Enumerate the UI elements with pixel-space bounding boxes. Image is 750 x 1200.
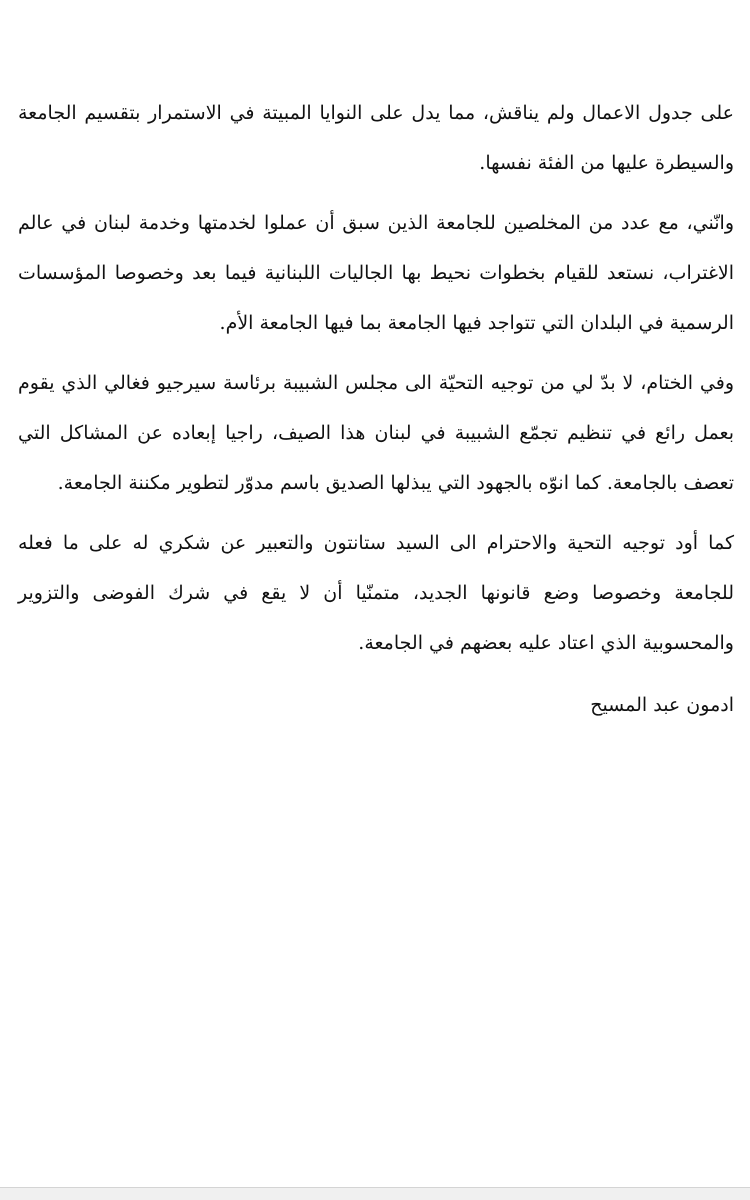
bottom-edge-divider: [0, 1187, 750, 1200]
paragraph-agenda: على جدول الاعمال ولم يناقش، مما يدل على النوايا المبيتة في الاستمرار بتقسيم الجامعة والسيطرة عليها من الفئة نفسها.: [18, 102, 734, 174]
paragraph-stanton-thanks: كما أود توجيه التحية والاحترام الى السيد ستانتون والتعبير عن شكري له على ما فعله للجامعة وخصوصا وضع قانونها الجديد، متمنّيا أن لا يقع في شرك الفوضى والتزوير والمحسوبية الذي اعتاد عليه بعضهم في الجامعة.: [18, 532, 734, 654]
paragraph-closing-youth: وفي الختام، لا بدّ لي من توجيه التحيّة الى مجلس الشبيبة برئاسة سيرجيو فغالي الذي يقوم بعمل رائع في تنظيم تجمّع الشبيبة في لبنان هذا الصيف، راجيا إبعاده عن المشاكل التي تعصف بالجامعة. كما انوّه بالجهود التي يبذلها الصديق باسم مدوّر لتطوير مكننة الجامعة.: [18, 372, 734, 494]
paragraph-diaspora: وانّني، مع عدد من المخلصين للجامعة الذين سبق أن عملوا لخدمتها وخدمة لبنان في عالم الاغتراب، نستعد للقيام بخطوات نحيط بها الجاليات اللبنانية فيما بعد وخصوصا المؤسسات الرسمية في البلدان التي تتواجد فيها الجامعة بما فيها الجامعة الأم.: [18, 212, 734, 334]
author-signature: ادمون عبد المسيح: [590, 694, 734, 716]
document-page: [18, 88, 734, 730]
